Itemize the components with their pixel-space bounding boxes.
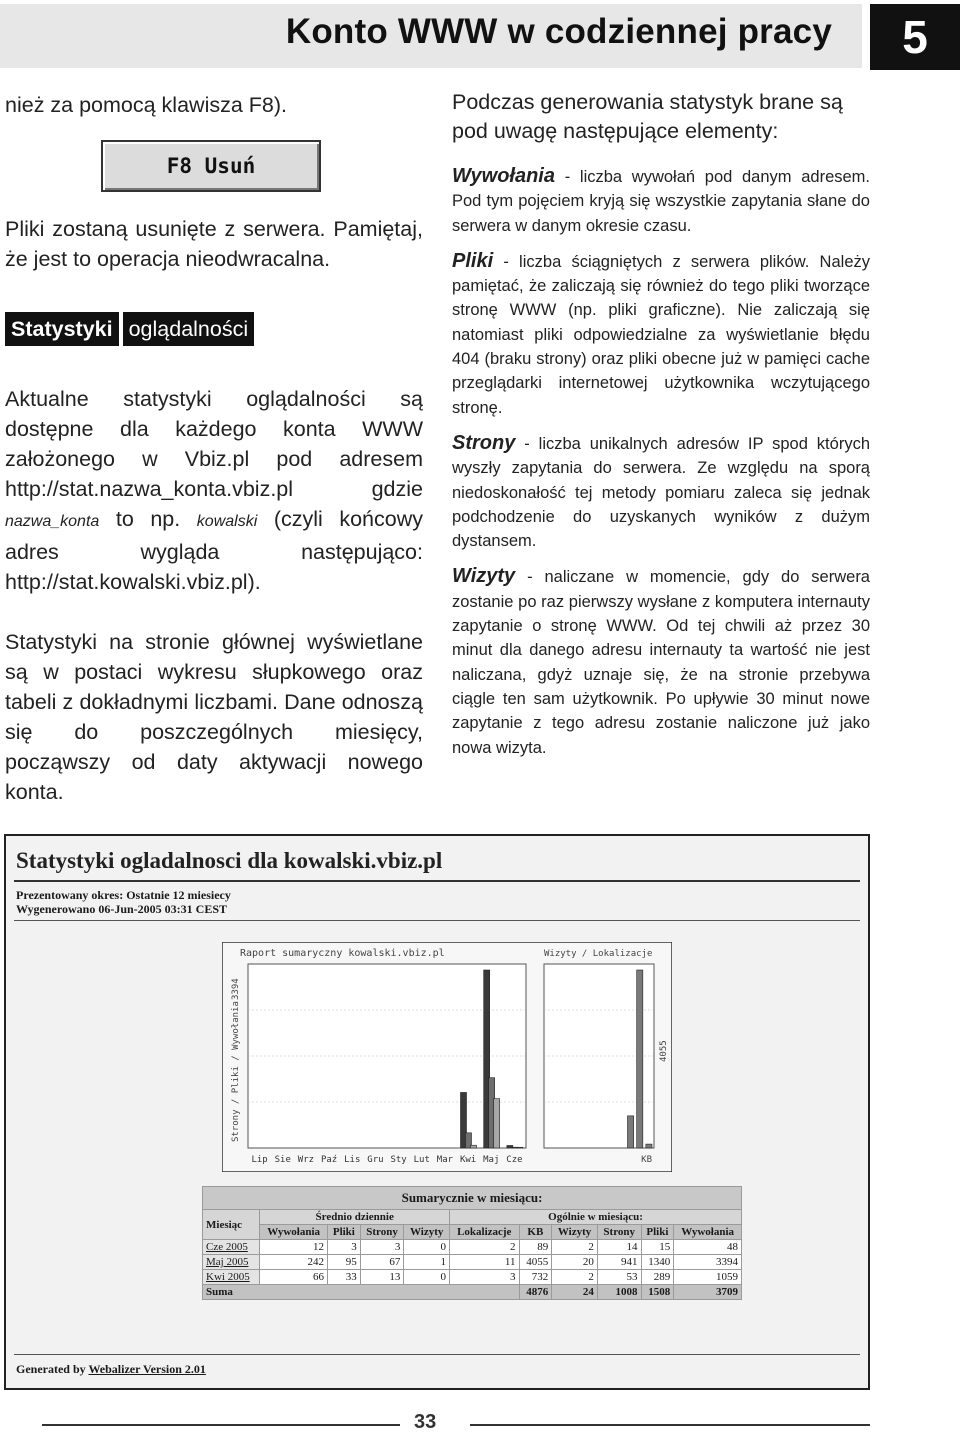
- table-cell: 13: [361, 1270, 404, 1284]
- webalizer-period: Prezentowany okres: Ostatnie 12 miesiecy: [16, 888, 231, 902]
- table-cell: 11: [450, 1255, 518, 1269]
- definition-text: - liczba wywołań pod danym adresem. Pod tym pojęciem kryją się wszystkie zapytania słane do serwera w danym okresie czasu.: [452, 168, 870, 235]
- definition-term: Wywołania: [452, 165, 555, 187]
- table-cell: 2: [552, 1240, 597, 1254]
- monthly-summary-table-wrap: [202, 1186, 742, 1300]
- table-row: [203, 1270, 741, 1284]
- divider: [14, 920, 860, 921]
- sum-cell: 24: [552, 1285, 597, 1299]
- column-header: Wywołania: [260, 1225, 327, 1239]
- chart-bar: [494, 1099, 500, 1148]
- chart-right-y-axis-label: KB: [641, 1155, 652, 1165]
- f8-delete-button[interactable]: F8 Usuń: [101, 140, 321, 192]
- summary-bar-chart: [222, 942, 672, 1172]
- chart-x-tick-label: Paź: [320, 1155, 338, 1165]
- column-header: Pliki: [328, 1225, 360, 1239]
- table-cell: 15: [642, 1240, 674, 1254]
- page-number: 33: [414, 1411, 437, 1433]
- table-cell: 95: [328, 1255, 360, 1269]
- section-heading: [5, 312, 423, 346]
- chart-x-tick-label: Lip: [251, 1155, 268, 1165]
- paragraph-3-text-b: to np.: [115, 507, 181, 531]
- table-cell: 732: [520, 1270, 552, 1284]
- column-header: KB: [520, 1225, 552, 1239]
- sum-cell: 1508: [642, 1285, 674, 1299]
- chart-x-tick-label: Gru: [367, 1155, 384, 1165]
- table-cell: 53: [598, 1270, 641, 1284]
- table-cell: 242: [260, 1255, 327, 1269]
- paragraph-3-italic-1: nazwa_konta: [5, 513, 100, 530]
- divider: [14, 880, 860, 882]
- table-cell: 3: [450, 1270, 518, 1284]
- definition-pages: [452, 431, 870, 553]
- chart-x-tick-label: Kwi: [459, 1155, 477, 1165]
- sum-label: Suma: [203, 1285, 519, 1299]
- paragraph-3-text-c: (czyli końcowy adres wygląda następująco: http://stat.kowalski.vbiz.pl).: [5, 507, 423, 594]
- chart-bar: [517, 1147, 523, 1148]
- left-column: [5, 90, 423, 807]
- table-caption: Sumarycznie w miesiącu:: [203, 1187, 741, 1209]
- table-cell: 289: [642, 1270, 674, 1284]
- chart-right-panel-title: Wizyty / Lokalizacje: [544, 949, 653, 959]
- paragraph-3-italic-2: kowalski: [196, 513, 258, 530]
- sum-cell: 4876: [520, 1285, 552, 1299]
- table-cell: 1059: [674, 1270, 741, 1284]
- sum-cell: 1008: [598, 1285, 641, 1299]
- footer-rule-left: [42, 1424, 400, 1426]
- table-cell: 1340: [642, 1255, 674, 1269]
- chapter-number: 5: [870, 4, 960, 70]
- chart-x-tick-label: Sie: [274, 1155, 291, 1165]
- table-cell: 3: [361, 1240, 404, 1254]
- page-header-title: Konto WWW w codziennej pracy: [285, 12, 832, 51]
- footer-rule-right: [470, 1424, 870, 1426]
- definition-visits: [452, 564, 870, 759]
- table-cell: 1: [404, 1255, 449, 1269]
- table-cell: 33: [328, 1270, 360, 1284]
- chart-x-tick-label: Cze: [506, 1155, 523, 1165]
- table-cell: 0: [404, 1240, 449, 1254]
- chart-x-tick-label: Sty: [390, 1155, 407, 1165]
- table-cell: 3394: [674, 1255, 741, 1269]
- table-cell: 14: [598, 1240, 641, 1254]
- table-sum-row: [203, 1285, 741, 1299]
- definition-text: - liczba ściągniętych z serwera plików. Należy pamiętać, że zaliczają się również do tego pliki tworzące stronę WWW (np. pliki graficzne). Nie zaliczają się natomiast pliki odpowiedzialne za wyświetlanie błędu 404 (braku strony) oraz pliki obecne już w pamięci cache przeglądarki internetowej użytkownika wczytującego stronę.: [452, 252, 870, 417]
- column-header: Strony: [361, 1225, 404, 1239]
- webalizer-screenshot: [4, 834, 870, 1390]
- table-cell: 48: [674, 1240, 741, 1254]
- daily-group-header: Średnio dziennie: [260, 1210, 449, 1224]
- table-cell: 941: [598, 1255, 641, 1269]
- column-header: Wywołania: [674, 1225, 741, 1239]
- webalizer-version-link[interactable]: Webalizer Version 2.01: [88, 1362, 206, 1376]
- right-intro: Podczas generowania statystyk brane są pod uwagę następujące elementy:: [452, 90, 843, 143]
- chart-x-tick-label: Mar: [436, 1155, 454, 1165]
- chart-x-tick-label: Wrz: [297, 1155, 315, 1165]
- definition-files: [452, 249, 870, 420]
- definition-term: Pliki: [452, 249, 494, 272]
- chart-kb-bar: [628, 1116, 634, 1148]
- month-link[interactable]: Maj 2005: [203, 1255, 259, 1269]
- chart-bar: [471, 1145, 477, 1148]
- chart-y-axis-label: Strony / Pliki / Wywołania: [231, 1001, 241, 1142]
- sum-cell: 3709: [674, 1285, 741, 1299]
- column-header: Strony: [598, 1225, 641, 1239]
- monthly-summary-table: [202, 1186, 742, 1300]
- definition-term: Strony: [452, 431, 516, 454]
- column-header: Pliki: [642, 1225, 674, 1239]
- definition-hits: [452, 164, 870, 238]
- month-link[interactable]: Kwi 2005: [203, 1270, 259, 1284]
- webalizer-footer: [16, 1362, 206, 1377]
- footer-prefix: Generated by: [16, 1362, 89, 1376]
- section-heading-part2: oglądalności: [123, 312, 255, 346]
- chart-x-tick-label: Maj: [483, 1155, 500, 1165]
- chart-x-tick-label: Lut: [413, 1155, 430, 1165]
- table-cell: 89: [520, 1240, 552, 1254]
- definition-text: - liczba unikalnych adresów IP spod których wyszły zapytania do serwera. Ze względu na sporą niedoskonałość tej metody pomiaru zaleca się jednak podchodzenie do uzyskanych wyników z dużym dystansem.: [452, 434, 870, 551]
- table-cell: 66: [260, 1270, 327, 1284]
- right-column: [452, 88, 870, 771]
- table-cell: 3: [328, 1240, 360, 1254]
- webalizer-title: Statystyki ogladalnosci dla kowalski.vbiz.pl: [16, 848, 443, 873]
- table-cell: 67: [361, 1255, 404, 1269]
- paragraph-4: Statystyki na stronie głównej wyświetlane są w postaci wykresu słupkowego oraz tabeli z dokładnymi liczbami. Dane odnoszą się do poszczególnych miesięcy, począwszy od daty aktywacji nowego konta.: [5, 630, 423, 804]
- table-cell: 12: [260, 1240, 327, 1254]
- paragraph-1: nież za pomocą klawisza F8).: [5, 93, 287, 117]
- table-row: [203, 1255, 741, 1269]
- column-header: Wizyty: [404, 1225, 449, 1239]
- chart-kb-bar: [646, 1144, 652, 1148]
- definition-term: Wizyty: [452, 565, 516, 588]
- column-header: Lokalizacje: [450, 1225, 518, 1239]
- paragraph-3-text-a: Aktualne statystyki oglądalności są dostępne dla każdego konta WWW założonego w Vbiz.pl pod adresem http://stat.nazwa_konta.vbiz.pl gdzie: [5, 387, 423, 501]
- table-cell: 2: [450, 1240, 518, 1254]
- chart-title: Raport sumaryczny kowalski.vbiz.pl: [240, 948, 445, 959]
- header-bar: [0, 4, 862, 68]
- table-cell: 2: [552, 1270, 597, 1284]
- table-row: [203, 1240, 741, 1254]
- month-link[interactable]: Cze 2005: [203, 1240, 259, 1254]
- divider: [14, 1354, 860, 1355]
- table-cell: 4055: [520, 1255, 552, 1269]
- chart-right-max-label: 4055: [659, 1040, 669, 1062]
- webalizer-generated: Wygenerowano 06-Jun-2005 03:31 CEST: [16, 902, 228, 916]
- table-cell: 0: [404, 1270, 449, 1284]
- column-header: Wizyty: [552, 1225, 597, 1239]
- paragraph-3: [5, 384, 423, 597]
- paragraph-2: Pliki zostaną usunięte z serwera. Pamiętaj, że jest to operacja nieodwracalna.: [5, 217, 423, 271]
- table-cell: 20: [552, 1255, 597, 1269]
- definition-text: - naliczane w momencie, gdy do serwera zostanie po raz pierwszy wysłane z komputera internauty zapytanie o stronę WWW. Od tej chwili aż przez 30 minut dla danego adresu internauty ta wartość nie jest naliczana, gdyż uznaje się, że na stronie przebywa ciągle ten sam użytkownik. Po upływie 30 minut nowe zapytanie z tego adresu zostanie naliczone już jako nowa wizyta.: [452, 568, 870, 757]
- chart-y-max-label: 3394: [231, 978, 241, 1000]
- month-header: Miesiąc: [203, 1210, 259, 1239]
- chart-kb-bar: [637, 970, 643, 1148]
- section-heading-part1: Statystyki: [5, 312, 119, 346]
- total-group-header: Ogólnie w miesiącu:: [450, 1210, 741, 1224]
- chart-x-tick-label: Lis: [344, 1155, 361, 1165]
